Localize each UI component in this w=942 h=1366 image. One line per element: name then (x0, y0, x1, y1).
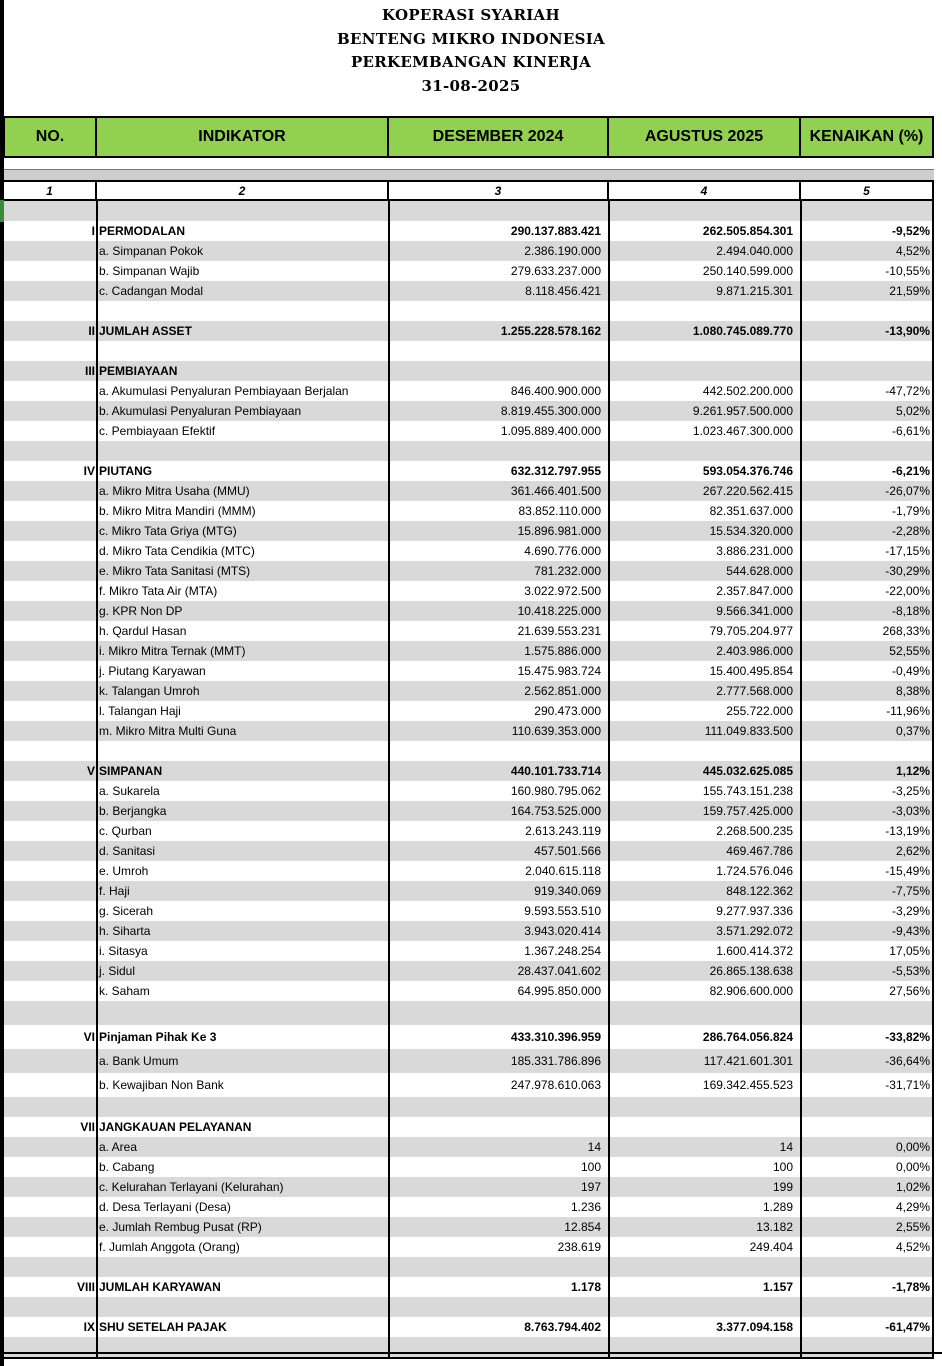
indicator-label: c. Pembiayaan Efektif (99, 424, 216, 438)
spacer-row (4, 1097, 932, 1117)
indicator-label: b. Mikro Mitra Mandiri (MMM) (99, 504, 256, 518)
table-row (4, 781, 932, 801)
value-kenaikan: 4,52% (895, 1240, 930, 1254)
value-desember-2024: 28.437.041.602 (517, 964, 601, 978)
value-agustus-2025: 1.023.467.300.000 (692, 424, 793, 438)
spacer-row (4, 1257, 932, 1277)
value-agustus-2025: 249.404 (749, 1240, 793, 1254)
value-kenaikan: 0,37% (895, 724, 930, 738)
value-desember-2024: 12.854 (564, 1220, 601, 1234)
table-row (4, 981, 932, 1001)
value-agustus-2025: 82.906.600.000 (709, 984, 793, 998)
title-report: PERKEMBANGAN KINERJA (350, 53, 592, 71)
header-indikator: INDIKATOR (97, 118, 389, 156)
indicator-label: k. Saham (99, 984, 150, 998)
indicator-label: SIMPANAN (99, 764, 163, 778)
value-desember-2024: 2.562.851.000 (524, 684, 601, 698)
section-row (4, 1117, 932, 1137)
table-row (4, 841, 932, 861)
indicator-label: JUMLAH KARYAWAN (99, 1280, 221, 1294)
title-date: 31-08-2025 (421, 76, 521, 95)
row-number: VII (80, 1120, 95, 1134)
table-row (4, 281, 932, 301)
row-number: III (84, 364, 95, 378)
indicator-label: c. Mikro Tata Griya (MTG) (99, 524, 237, 538)
value-kenaikan: 2,62% (895, 844, 930, 858)
indicator-label: c. Qurban (99, 824, 152, 838)
value-desember-2024: 2.386.190.000 (524, 244, 601, 258)
value-desember-2024: 1.178 (570, 1280, 601, 1294)
table-row (4, 581, 932, 601)
value-desember-2024: 632.312.797.955 (510, 464, 601, 478)
value-desember-2024: 64.995.850.000 (517, 984, 601, 998)
value-desember-2024: 361.466.401.500 (510, 484, 601, 498)
value-kenaikan: 0,00% (895, 1160, 930, 1174)
value-kenaikan: -33,82% (885, 1030, 930, 1044)
header-kenaikan: KENAIKAN (%) (809, 128, 924, 145)
value-agustus-2025: 9.871.215.301 (716, 284, 793, 298)
value-agustus-2025: 155.743.151.238 (702, 784, 793, 798)
spacer-row (4, 201, 932, 221)
report-title-block (0, 4, 942, 98)
value-agustus-2025: 267.220.562.415 (702, 484, 793, 498)
column-number: 5 (863, 183, 870, 198)
value-agustus-2025: 1.600.414.372 (716, 944, 793, 958)
value-agustus-2025: 26.865.138.638 (709, 964, 793, 978)
value-desember-2024: 846.400.900.000 (510, 384, 601, 398)
indicator-label: g. KPR Non DP (99, 604, 183, 618)
column-number: 3 (389, 182, 609, 199)
value-desember-2024: 197 (580, 1180, 601, 1194)
row-number: V (86, 764, 95, 778)
performance-table (4, 201, 934, 1359)
indicator-label: i. Sitasya (99, 944, 148, 958)
indicator-label: b. Simpanan Wajib (99, 264, 200, 278)
value-desember-2024: 185.331.786.896 (510, 1054, 601, 1068)
indicator-label: a. Bank Umum (99, 1054, 179, 1068)
value-kenaikan: -5,53% (891, 964, 930, 978)
table-row (4, 381, 932, 401)
table-row (4, 481, 932, 501)
value-desember-2024: 8.118.456.421 (525, 284, 601, 298)
table-row (4, 1177, 932, 1197)
value-agustus-2025: 13.182 (756, 1220, 793, 1234)
value-kenaikan: -61,47% (885, 1320, 930, 1334)
value-desember-2024: 3.022.972.500 (524, 584, 601, 598)
value-desember-2024: 1.255.228.578.162 (500, 324, 601, 338)
table-row (4, 1049, 932, 1073)
indicator-label: d. Sanitasi (99, 844, 156, 858)
value-desember-2024: 2.613.243.119 (525, 824, 601, 838)
header-no: NO. (5, 118, 97, 156)
header-spacer (4, 169, 934, 180)
value-agustus-2025: 469.467.786 (726, 844, 793, 858)
value-agustus-2025: 442.502.200.000 (702, 384, 793, 398)
indicator-label: a. Mikro Mitra Usaha (MMU) (99, 484, 250, 498)
column-number: 4 (609, 182, 801, 199)
row-number: II (88, 324, 95, 338)
table-row (4, 261, 932, 281)
value-kenaikan: -31,71% (885, 1078, 930, 1092)
indicator-label: d. Desa Terlayani (Desa) (99, 1200, 231, 1214)
value-desember-2024: 15.896.981.000 (517, 524, 601, 538)
indicator-label: l. Talangan Haji (99, 704, 181, 718)
table-row (4, 661, 932, 681)
indicator-label: JUMLAH ASSET (99, 324, 192, 338)
value-desember-2024: 457.501.566 (534, 844, 601, 858)
table-row (4, 561, 932, 581)
value-kenaikan: -6,61% (891, 424, 930, 438)
value-desember-2024: 2.040.615.118 (525, 864, 601, 878)
section-row (4, 221, 932, 241)
value-kenaikan: -47,72% (885, 384, 930, 398)
spacer-row (4, 1337, 932, 1357)
table-row (4, 681, 932, 701)
value-agustus-2025: 15.400.495.854 (709, 664, 793, 678)
column-number: 1 (4, 182, 97, 199)
indicator-label: h. Siharta (99, 924, 151, 938)
section-row (4, 761, 932, 781)
value-kenaikan: 1,12% (895, 764, 930, 778)
section-row (4, 361, 932, 381)
table-row (4, 801, 932, 821)
section-row (4, 1317, 932, 1337)
indicator-label: g. Sicerah (99, 904, 154, 918)
value-agustus-2025: 445.032.625.085 (702, 764, 793, 778)
indicator-label: b. Cabang (99, 1160, 155, 1174)
table-row (4, 721, 932, 741)
spacer-row (4, 741, 932, 761)
value-kenaikan: -15,49% (885, 864, 930, 878)
table-row (4, 501, 932, 521)
row-number: IV (83, 464, 95, 478)
table-row (4, 421, 932, 441)
value-kenaikan: -26,07% (885, 484, 930, 498)
value-agustus-2025: 159.757.425.000 (702, 804, 793, 818)
column-number: 2 (97, 182, 389, 199)
value-desember-2024: 14 (587, 1140, 601, 1154)
table-row (4, 641, 932, 661)
indicator-label: PEMBIAYAAN (99, 364, 178, 378)
value-desember-2024: 290.137.883.421 (510, 224, 601, 238)
value-agustus-2025: 1.080.745.089.770 (692, 324, 793, 338)
value-kenaikan: 4,29% (895, 1200, 930, 1214)
value-kenaikan: -3,29% (891, 904, 930, 918)
value-agustus-2025: 79.705.204.977 (709, 624, 793, 638)
indicator-label: b. Berjangka (99, 804, 167, 818)
table-row (4, 941, 932, 961)
value-kenaikan: -30,29% (885, 564, 930, 578)
spacer-row (4, 1297, 932, 1317)
value-desember-2024: 781.232.000 (534, 564, 601, 578)
value-desember-2024: 8.819.455.300.000 (500, 404, 601, 418)
value-kenaikan: -6,21% (891, 464, 930, 478)
value-kenaikan: 21,59% (889, 284, 930, 298)
column-divider (96, 201, 98, 1357)
indicator-label: Pinjaman Pihak Ke 3 (99, 1030, 217, 1044)
value-desember-2024: 100 (580, 1160, 601, 1174)
table-row (4, 521, 932, 541)
value-desember-2024: 8.763.794.402 (524, 1320, 601, 1334)
value-kenaikan: -1,79% (891, 504, 930, 518)
value-desember-2024: 290.473.000 (534, 704, 601, 718)
title-company: BENTENG MIKRO INDONESIA (337, 29, 605, 48)
value-desember-2024: 247.978.610.063 (510, 1078, 601, 1092)
value-agustus-2025: 169.342.455.523 (702, 1078, 793, 1092)
row-number: IX (83, 1320, 95, 1334)
value-kenaikan: 2,55% (895, 1220, 930, 1234)
value-agustus-2025: 250.140.599.000 (702, 264, 793, 278)
table-row (4, 1137, 932, 1157)
value-kenaikan: 17,05% (889, 944, 930, 958)
table-row (4, 701, 932, 721)
value-agustus-2025: 82.351.637.000 (709, 504, 793, 518)
value-kenaikan: -9,52% (891, 224, 930, 238)
value-agustus-2025: 1.724.576.046 (716, 864, 793, 878)
indicator-label: JANGKAUAN PELAYANAN (99, 1120, 252, 1134)
header-agustus-2025: AGUSTUS 2025 (609, 118, 801, 156)
value-desember-2024: 1.095.889.400.000 (500, 424, 601, 438)
value-kenaikan: -0,49% (891, 664, 930, 678)
indicator-label: PERMODALAN (99, 224, 185, 238)
indicator-label: m. Mikro Mitra Multi Guna (99, 724, 237, 738)
value-agustus-2025: 117.421.601.301 (703, 1054, 793, 1068)
indicator-label: c. Cadangan Modal (99, 284, 204, 298)
value-agustus-2025: 2.777.568.000 (716, 684, 793, 698)
value-agustus-2025: 2.494.040.000 (716, 244, 793, 258)
value-desember-2024: 279.633.237.000 (510, 264, 601, 278)
value-kenaikan: -17,15% (885, 544, 930, 558)
value-desember-2024: 238.619 (557, 1240, 601, 1254)
title-organization: KOPERASI SYARIAH (382, 6, 560, 24)
value-desember-2024: 83.852.110.000 (518, 504, 601, 518)
table-row (4, 621, 932, 641)
section-row (4, 1025, 932, 1049)
value-kenaikan: -11,96% (886, 704, 930, 718)
value-kenaikan: -7,75% (891, 884, 930, 898)
value-agustus-2025: 3.571.292.072 (716, 924, 793, 938)
value-agustus-2025: 199 (772, 1180, 793, 1194)
value-agustus-2025: 1.289 (762, 1200, 793, 1214)
indicator-label: f. Haji (99, 884, 130, 898)
value-agustus-2025: 100 (772, 1160, 793, 1174)
column-number-row (4, 180, 934, 201)
table-row (4, 1073, 932, 1097)
value-kenaikan: -9,43% (891, 924, 930, 938)
column-divider (388, 201, 390, 1357)
value-agustus-2025: 14 (779, 1140, 793, 1154)
value-kenaikan: 1,02% (895, 1180, 930, 1194)
indicator-label: b. Akumulasi Penyaluran Pembiayaan (99, 404, 302, 418)
value-kenaikan: -1,78% (891, 1280, 930, 1294)
indicator-label: a. Simpanan Pokok (99, 244, 204, 258)
indicator-label: f. Mikro Tata Air (MTA) (99, 584, 218, 598)
section-row (4, 321, 932, 341)
value-kenaikan: 5,02% (895, 404, 930, 418)
indicator-label: f. Jumlah Anggota (Orang) (99, 1240, 240, 1254)
table-row (4, 861, 932, 881)
table-header (4, 116, 934, 158)
value-desember-2024: 9.593.553.510 (524, 904, 601, 918)
value-agustus-2025: 3.886.231.000 (716, 544, 793, 558)
indicator-label: b. Kewajiban Non Bank (99, 1078, 224, 1092)
value-desember-2024: 21.639.553.231 (517, 624, 601, 638)
indicator-label: d. Mikro Tata Cendikia (MTC) (99, 544, 255, 558)
value-agustus-2025: 9.566.341.000 (716, 604, 793, 618)
table-row (4, 1237, 932, 1257)
value-kenaikan: -2,28% (891, 524, 930, 538)
value-kenaikan: -22,00% (885, 584, 930, 598)
header-desember-2024: DESEMBER 2024 (389, 118, 609, 156)
value-desember-2024: 15.475.983.724 (517, 664, 601, 678)
value-agustus-2025: 15.534.320.000 (709, 524, 793, 538)
value-kenaikan: 268,33% (882, 624, 930, 638)
value-desember-2024: 4.690.776.000 (524, 544, 601, 558)
value-kenaikan: -13,90% (885, 324, 930, 338)
value-desember-2024: 160.980.795.062 (510, 784, 601, 798)
value-kenaikan: -10,55% (885, 264, 930, 278)
indicator-label: c. Kelurahan Terlayani (Kelurahan) (99, 1180, 284, 1194)
value-desember-2024: 10.418.225.000 (517, 604, 601, 618)
value-agustus-2025: 2.268.500.235 (716, 824, 793, 838)
value-desember-2024: 3.943.020.414 (524, 924, 601, 938)
table-row (4, 961, 932, 981)
table-row (4, 1217, 932, 1237)
value-agustus-2025: 111.049.833.500 (704, 724, 793, 738)
table-row (4, 921, 932, 941)
spacer-row (4, 301, 932, 321)
value-desember-2024: 440.101.733.714 (510, 764, 601, 778)
value-kenaikan: 8,38% (895, 684, 930, 698)
value-desember-2024: 110.639.353.000 (511, 724, 601, 738)
spacer-row (4, 441, 932, 461)
value-desember-2024: 1.575.886.000 (524, 644, 601, 658)
table-row (4, 541, 932, 561)
section-row (4, 1277, 932, 1297)
row-number: I (91, 224, 95, 238)
indicator-label: j. Piutang Karyawan (99, 664, 206, 678)
table-row (4, 241, 932, 261)
value-agustus-2025: 286.764.056.824 (702, 1030, 793, 1044)
value-kenaikan: 52,55% (889, 644, 930, 658)
value-agustus-2025: 9.261.957.500.000 (692, 404, 793, 418)
value-desember-2024: 1.367.248.254 (524, 944, 601, 958)
table-row (4, 1157, 932, 1177)
value-desember-2024: 1.236 (570, 1200, 601, 1214)
value-kenaikan: 4,52% (895, 244, 930, 258)
value-agustus-2025: 262.505.854.301 (702, 224, 793, 238)
value-kenaikan: -3,25% (891, 784, 930, 798)
value-kenaikan: -36,64% (885, 1054, 930, 1068)
value-kenaikan: -8,18% (891, 604, 930, 618)
indicator-label: i. Mikro Mitra Ternak (MMT) (99, 644, 246, 658)
value-agustus-2025: 255.722.000 (726, 704, 793, 718)
indicator-label: a. Area (99, 1140, 138, 1154)
row-number: VI (83, 1030, 95, 1044)
indicator-label: a. Akumulasi Penyaluran Pembiayaan Berjalan (99, 384, 349, 398)
section-row (4, 461, 932, 481)
value-agustus-2025: 2.357.847.000 (716, 584, 793, 598)
table-row (4, 821, 932, 841)
table-row (4, 401, 932, 421)
indicator-label: e. Umroh (99, 864, 149, 878)
row-number: VIII (76, 1280, 95, 1294)
spacer-row (4, 341, 932, 361)
table-row (4, 901, 932, 921)
column-divider (800, 201, 802, 1357)
indicator-label: j. Sidul (99, 964, 136, 978)
table-row (4, 601, 932, 621)
indicator-label: a. Sukarela (99, 784, 160, 798)
value-agustus-2025: 9.277.937.336 (716, 904, 793, 918)
indicator-label: k. Talangan Umroh (99, 684, 200, 698)
value-agustus-2025: 1.157 (762, 1280, 793, 1294)
value-desember-2024: 919.340.069 (534, 884, 601, 898)
value-agustus-2025: 848.122.362 (726, 884, 793, 898)
value-kenaikan: -13,19% (885, 824, 930, 838)
table-row (4, 1197, 932, 1217)
column-divider (608, 201, 610, 1357)
table-row (4, 881, 932, 901)
value-desember-2024: 433.310.396.959 (510, 1030, 601, 1044)
value-desember-2024: 164.753.525.000 (510, 804, 601, 818)
indicator-label: PIUTANG (99, 464, 153, 478)
value-agustus-2025: 593.054.376.746 (702, 464, 793, 478)
value-kenaikan: 27,56% (889, 984, 930, 998)
spacer-row (4, 1001, 932, 1025)
value-agustus-2025: 2.403.986.000 (716, 644, 793, 658)
value-kenaikan: 0,00% (895, 1140, 930, 1154)
value-agustus-2025: 544.628.000 (726, 564, 793, 578)
indicator-label: h. Qardul Hasan (99, 624, 187, 638)
value-kenaikan: -3,03% (891, 804, 930, 818)
indicator-label: e. Jumlah Rembug Pusat (RP) (99, 1220, 262, 1234)
indicator-label: SHU SETELAH PAJAK (99, 1320, 227, 1334)
value-agustus-2025: 3.377.094.158 (716, 1320, 793, 1334)
indicator-label: e. Mikro Tata Sanitasi (MTS) (99, 564, 251, 578)
